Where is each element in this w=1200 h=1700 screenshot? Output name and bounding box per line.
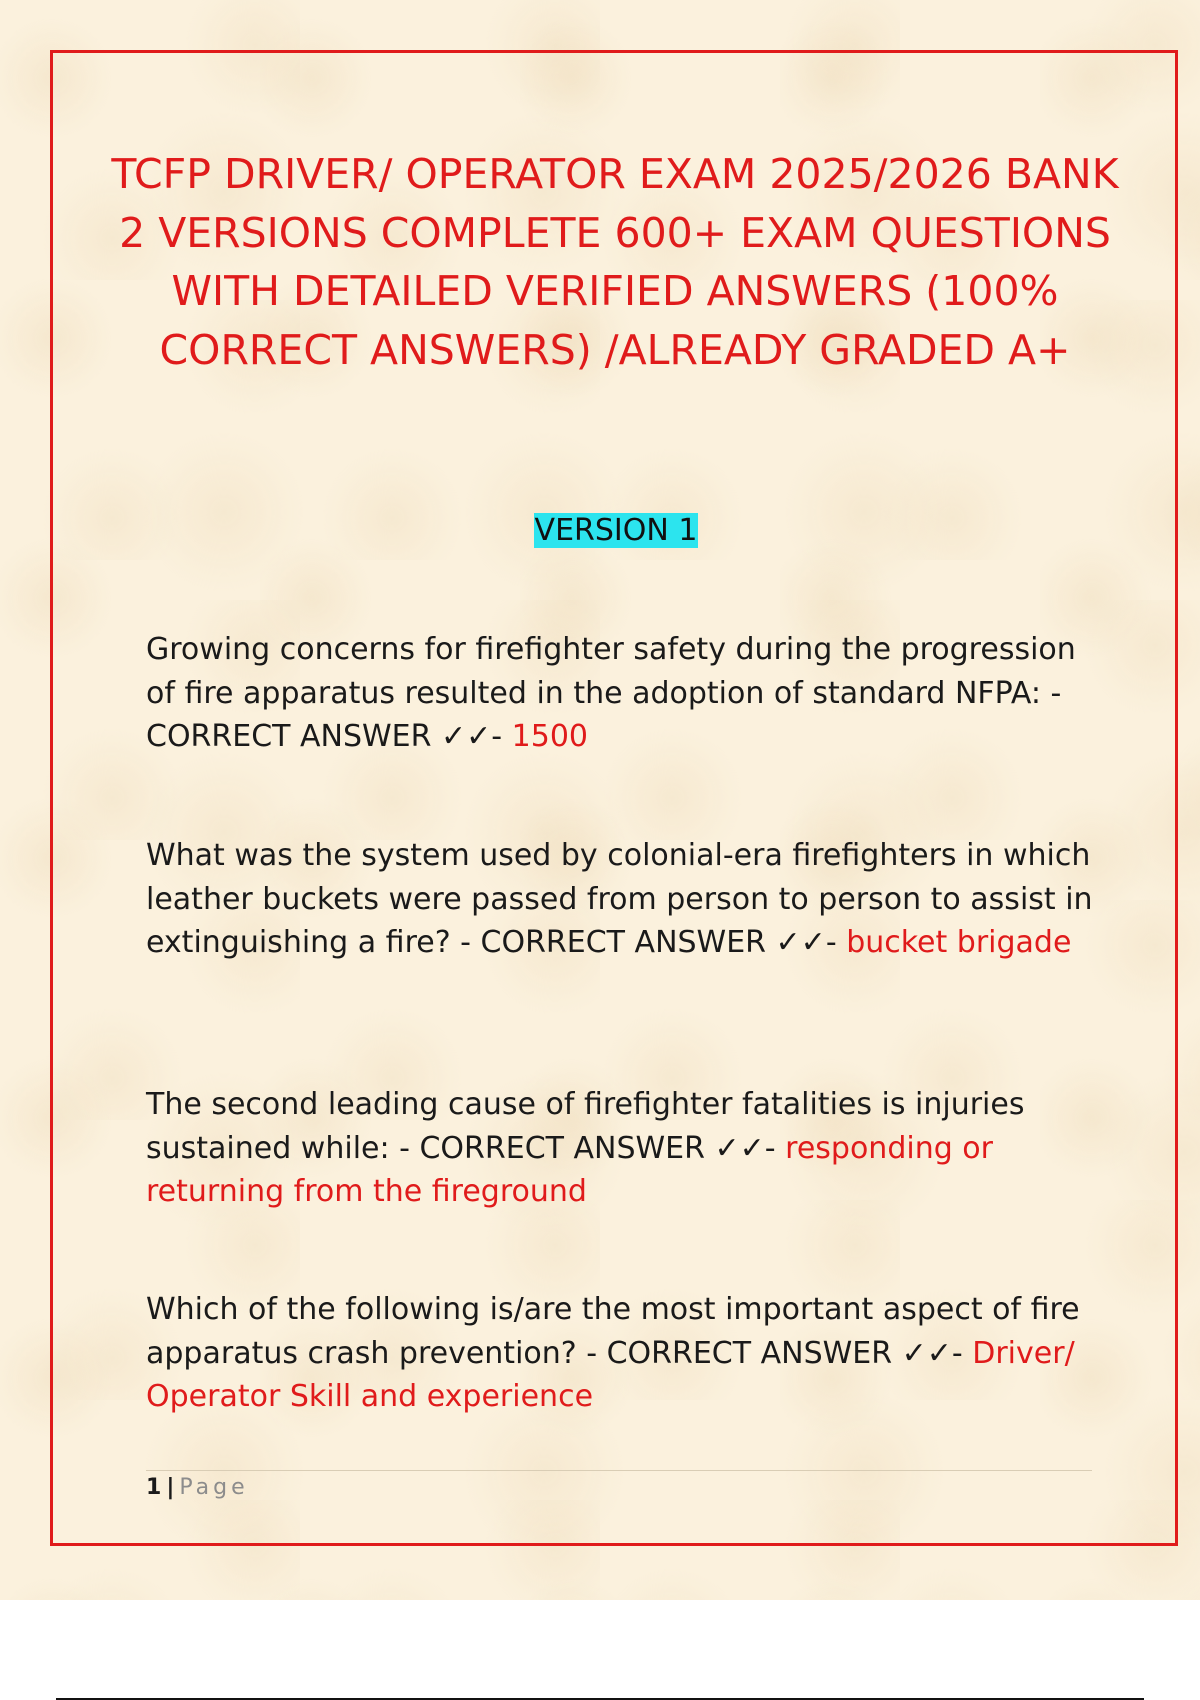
question-text: Which of the following is/are the most important aspect of fire apparatus crash prevention? - CORRECT ANSWER ✓✓- (146, 1292, 1080, 1371)
answer-text: bucket brigade (846, 925, 1072, 960)
question-text: Growing concerns for firefighter safety during the progression of fire apparatus resulted in the adoption of standard NFPA: - CORRECT ANSWER ✓✓- (146, 632, 1076, 754)
version-heading (0, 511, 1200, 551)
footer-separator: | (166, 1475, 175, 1500)
version-label: VERSION 1 (534, 513, 698, 548)
answer-text: 1500 (511, 719, 589, 754)
page-label: Page (179, 1475, 249, 1500)
question-text: What was the system used by colonial-era firefighters in which leather buckets were passed from person to person to assist in extinguishing a fire? - CORRECT ANSWER ✓✓- (146, 838, 1093, 960)
question-item (146, 628, 1096, 759)
question-item (146, 1083, 1096, 1214)
question-text: The second leading cause of firefighter fatalities is injuries sustained while: - CORRECT ANSWER ✓✓- (146, 1087, 1025, 1166)
document-title: TCFP DRIVER/ OPERATOR EXAM 2025/2026 BANK 2 VERSIONS COMPLETE 600+ EXAM QUESTIONS WITH DETAILED VERIFIED ANSWERS (100% CORRECT ANSWERS) /ALREADY GRADED A+ (111, 150, 1119, 374)
question-item (146, 1288, 1096, 1419)
page-number: 1 (146, 1475, 162, 1500)
answer-text: responding or returning from the fireground (146, 1130, 993, 1209)
footer-divider (146, 1470, 1092, 1471)
question-item (146, 834, 1096, 965)
page-footer (146, 1474, 249, 1502)
answer-text: Driver/ Operator Skill and experience (146, 1335, 1075, 1414)
